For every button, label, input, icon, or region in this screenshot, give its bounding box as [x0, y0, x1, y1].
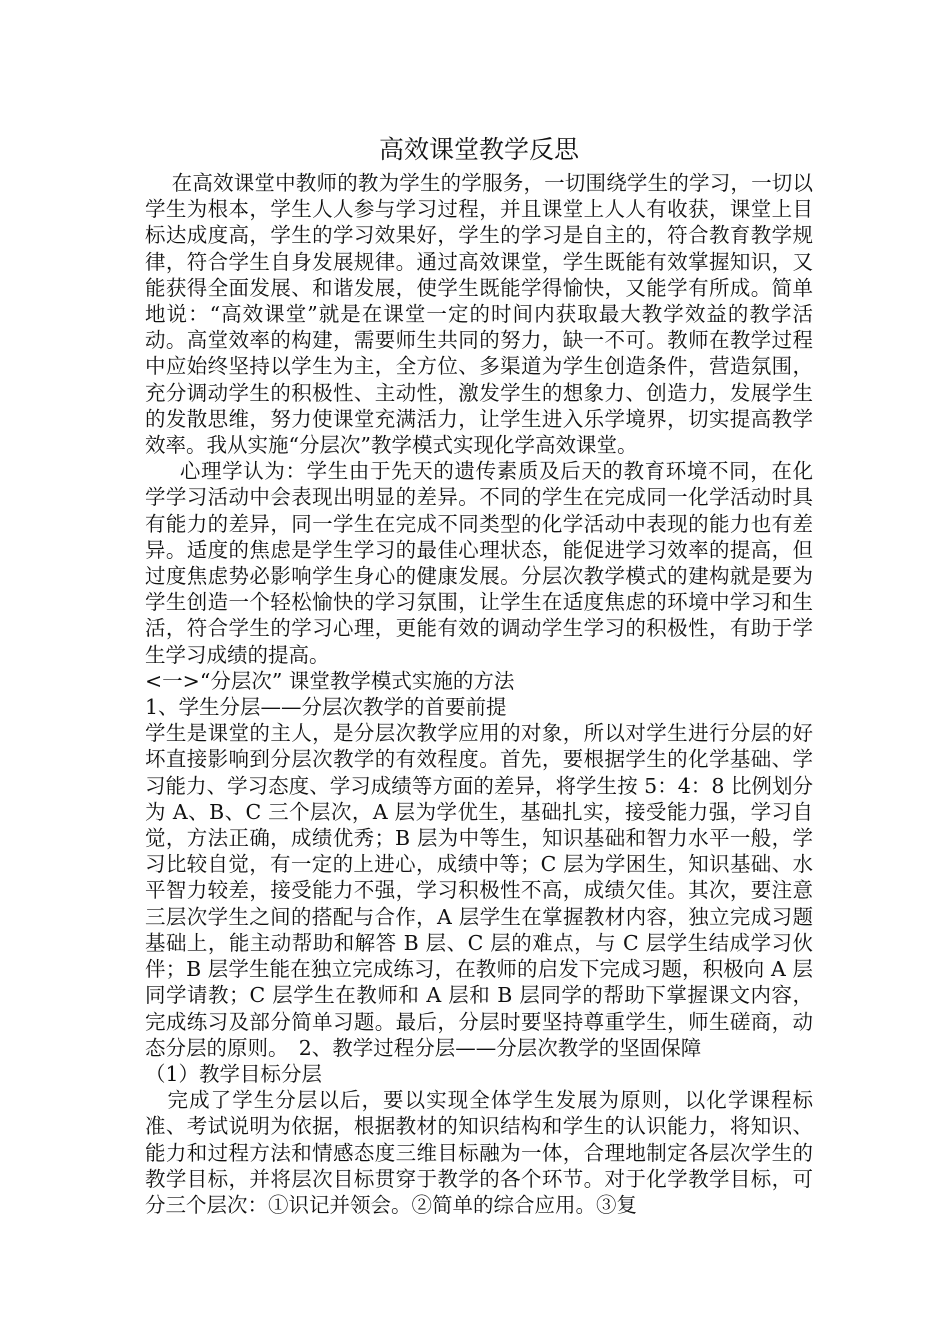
document-body — [145, 132, 813, 1218]
document-title: 高效课堂教学反思 — [378, 135, 579, 164]
subsection-heading-teaching-goals: （1）教学目标分层 — [145, 1061, 323, 1086]
subsection-heading-student-layering: 1、学生分层——分层次教学的首要前提 — [145, 695, 507, 720]
paragraph-intro: 在高效课堂中教师的教为学生的学服务，一切围绕学生的学习，一切以学生为根本，学生人人参与学习过程，并且课堂上人人有收获，课堂上目标达成度高，学生的学习效果好，学生的学习是自主的，符合教育教学规律，符合学生自身发展规律。通过高效课堂，学生既能有效掌握知识，又能获得全面发展、和谐发展，使学生既能学得愉快，又能学有所成。简单地说：“高效课堂”就是在课堂一定的时间内获取最大教学效益的教学活动。高堂效率的构建，需要师生共同的努力，缺一不可。教师在教学过程中应始终坚持以学生为主，全方位、多渠道为学生创造条件，营造氛围，充分调动学生的积极性、主动性，激发学生的想象力、创造力，发展学生的发散思维，努力使课堂充满活力，让学生进入乐学境界，切实提高教学效率。我从实施“分层次”教学模式实现化学高效课堂。 — [145, 171, 813, 458]
paragraph-student-layering: 学生是课堂的主人，是分层次教学应用的对象，所以对学生进行分层的好坏直接影响到分层次教学的有效程度。首先，要根据学生的化学基础、学习能力、学习态度、学习成绩等方面的差异，将学生按 5：4：8 比例划分为 A、B、C 三个层次，A 层为学优生，基础扎实，接受能力强，学习自觉，方法正确，成绩优秀；B 层为中等生，知识基础和智力水平一般，学习比较自觉，有一定的上进心，成绩中等；C 层为学困生，知识基础、水平智力较差，接受能力不强，学习积极性不高，成绩欠佳。其次，要注意三层次学生之间的搭配与合作，A 层学生在掌握教材内容，独立完成习题基础上，能主动帮助和解答 B 层、C 层的难点，与 C 层学生结成学习伙伴；B 层学生能在独立完成练习，在教师的启发下完成习题，积极向 A 层同学请教；C 层学生在教师和 A 层和 B 层同学的帮助下掌握课文内容，完成练习及部分简单习题。最后，分层时要坚持尊重学生，师生磋商，动态分层的原则。 2、教学过程分层——分层次教学的坚固保障 — [145, 721, 813, 1060]
paragraph-teaching-goals: 完成了学生分层以后，要以实现全体学生发展为原则，以化学课程标准、考试说明为依据，根据教材的知识结构和学生的认识能力，将知识、能力和过程方法和情感态度三维目标融为一体，合理地制定各层次学生的教学目标，并将层次目标贯穿于教学的各个环节。对于化学教学目标，可分三个层次：①识记并领会。②简单的综合应用。③复 — [145, 1088, 813, 1217]
paragraph-psychology: 心理学认为：学生由于先天的遗传素质及后天的教育环境不同，在化学学习活动中会表现出明显的差异。不同的学生在完成同一化学活动时具有能力的差异，同一学生在完成不同类型的化学活动中表现的能力也有差异。适度的焦虑是学生学习的最佳心理状态，能促进学习效率的提高，但过度焦虑势必影响学生身心的健康发展。分层次教学模式的建构就是要为学生创造一个轻松愉快的学习氛围，让学生在适度焦虑的环境中学习和生活，符合学生的学习心理，更能有效的调动学生学习的积极性，有助于学生学习成绩的提高。 — [145, 459, 813, 667]
section-heading-method: <一>“分层次” 课堂教学模式实施的方法 — [145, 668, 515, 693]
